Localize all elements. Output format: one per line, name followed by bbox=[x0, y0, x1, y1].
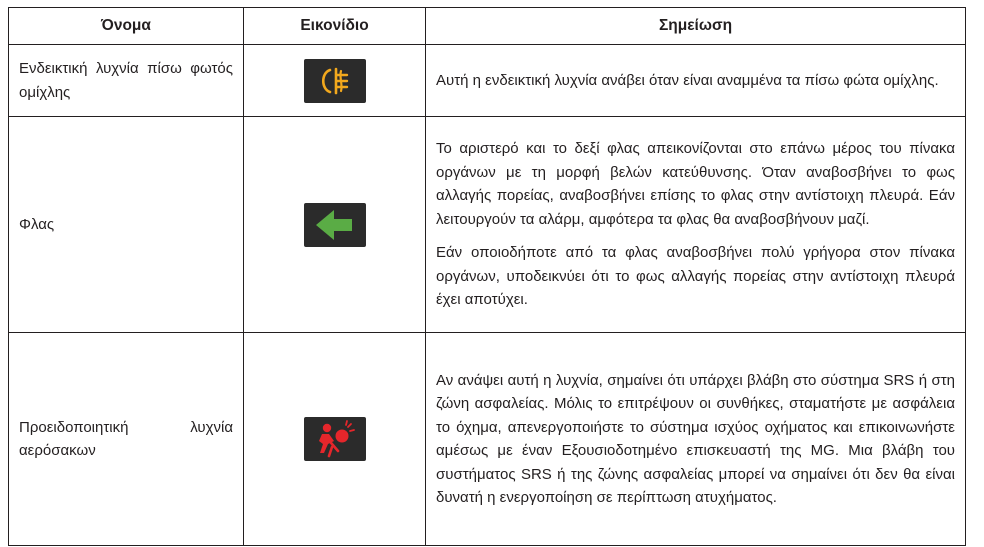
row-name: Φλας bbox=[9, 117, 244, 333]
row-note: Το αριστερό και το δεξί φλας απεικονίζονται στο επάνω μέρος του πίνακα οργάνων με τη μορφή βελών κατεύθυνσης. Όταν αναβοσβήνει το φως αλλαγής πορείας, αναβοσβήνει επίσης το φλας στην αντίστοιχη πλευρά. Εάν λειτουργούν τα αλάρμ, αμφότερα τα φλας θα αναβοσβήνουν μαζί. bbox=[436, 140, 955, 228]
row-note: Αυτή η ενδεικτική λυχνία ανάβει όταν είναι αναμμένα τα πίσω φώτα ομίχλης. bbox=[436, 71, 939, 89]
row-note: Εάν οποιοδήποτε από τα φλας αναβοσβήνει πολύ γρήγορα στον πίνακα οργάνων, υποδεικνύει ότι το φως αλλαγής πορείας στην αντίστοιχη πλευρά έχει αποτύχει. bbox=[436, 244, 955, 309]
header-name: Όνομα bbox=[9, 8, 244, 45]
table-header-row bbox=[9, 8, 966, 45]
header-icon: Εικονίδιο bbox=[244, 8, 426, 45]
row-note: Αν ανάψει αυτή η λυχνία, σημαίνει ότι υπάρχει βλάβη στο σύστημα SRS ή στη ζώνη ασφαλείας. Μόλις το επιτρέψουν οι συνθήκες, σταματήστε με ασφάλεια το όχημα, απενεργοποιήστε το σύστημα ισχύος οχήματος και επικοινωνήστε αμέσως με έναν Εξουσιοδοτημένο επισκευαστή της MG. Μια βλάβη του συστήματος SRS ή της ζώνης ασφαλείας μπορεί να σημαίνει ότι δεν θα είναι δυνατή η ενεργοποίηση σε περίπτωση ατυχήματος. bbox=[436, 371, 955, 506]
row-name: Ενδεικτική λυχνία πίσω φωτός ομίχλης bbox=[9, 45, 244, 117]
table-row bbox=[9, 117, 966, 333]
airbag-warning-icon bbox=[304, 417, 366, 461]
rear-fog-light-icon bbox=[304, 59, 366, 103]
turn-signal-arrow-icon bbox=[304, 203, 366, 247]
indicator-table bbox=[8, 7, 966, 546]
table-row bbox=[9, 333, 966, 546]
row-name: Προειδοποιητική λυχνία αερόσακων bbox=[9, 333, 244, 546]
table-row bbox=[9, 45, 966, 117]
header-note: Σημείωση bbox=[426, 8, 966, 45]
